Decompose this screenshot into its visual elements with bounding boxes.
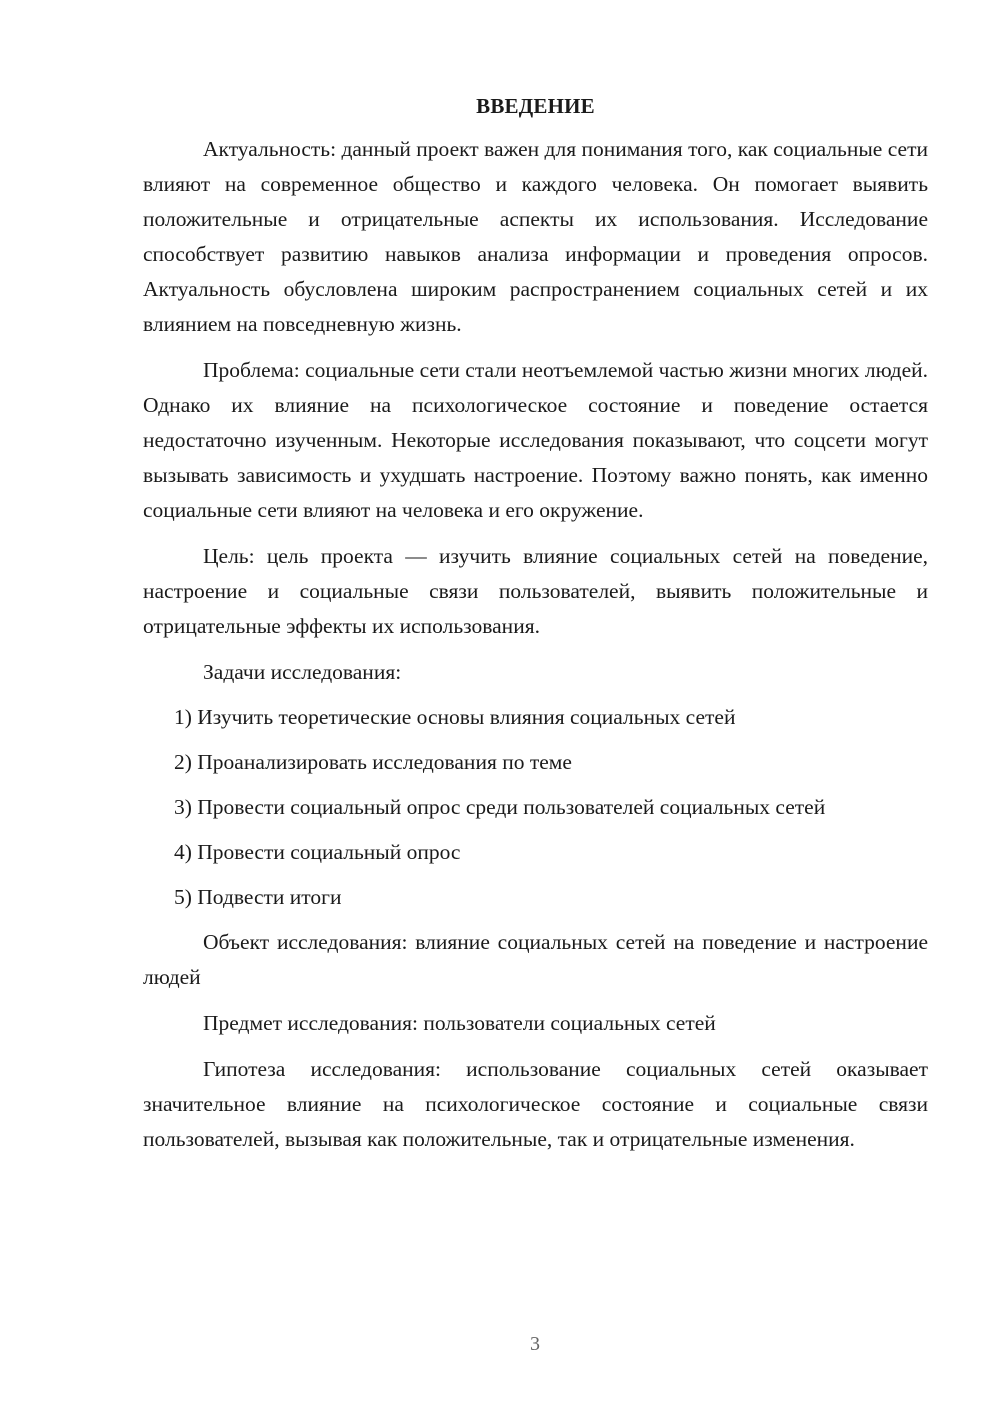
page-number: 3 [530, 1333, 540, 1355]
goal-paragraph: Цель: цель проекта — изучить влияние социальных сетей на поведение, настроение и социальные связи пользователей, выявить положительные и отрицательные эффекты их использования. [143, 544, 928, 638]
relevance-paragraph: Актуальность: данный проект важен для понимания того, как социальные сети влияют на современное общество и каждого человека. Он помогает выявить положительные и отрицательные аспекты их использования. Исследование способствует развитию навыков анализа информации и проведения опросов. Актуальность обусловлена широким распространением социальных сетей и их влиянием на повседневную жизнь. [143, 137, 928, 336]
object-paragraph: Объект исследования: влияние социальных сетей на поведение и настроение людей [143, 930, 928, 989]
hypothesis-paragraph: Гипотеза исследования: использование социальных сетей оказывает значительное влияние на психологическое состояние и социальные связи пользователей, вызывая как положительные, так и отрицательные изменения. [143, 1057, 928, 1151]
section-heading: ВВЕДЕНИЕ [476, 94, 595, 118]
list-item: 2) Проанализировать исследования по теме [174, 750, 572, 774]
tasks-list [143, 700, 928, 915]
problem-paragraph: Проблема: социальные сети стали неотъемлемой частью жизни многих людей. Однако их влияние на психологическое состояние и поведение остается недостаточно изученным. Некоторые исследования показывают, что соцсети могут вызывать зависимость и ухудшать настроение. Поэтому важно понять, как именно социальные сети влияют на человека и его окружение. [143, 358, 928, 522]
subject-paragraph: Предмет исследования: пользователи социальных сетей [203, 1011, 716, 1035]
list-item: 1) Изучить теоретические основы влияния социальных сетей [174, 705, 736, 729]
document-page [143, 92, 928, 1168]
tasks-title: Задачи исследования: [203, 660, 402, 684]
list-item: 5) Подвести итоги [174, 885, 342, 909]
list-item: 4) Провести социальный опрос [174, 840, 461, 864]
list-item: 3) Провести социальный опрос среди пользователей социальных сетей [174, 795, 826, 819]
